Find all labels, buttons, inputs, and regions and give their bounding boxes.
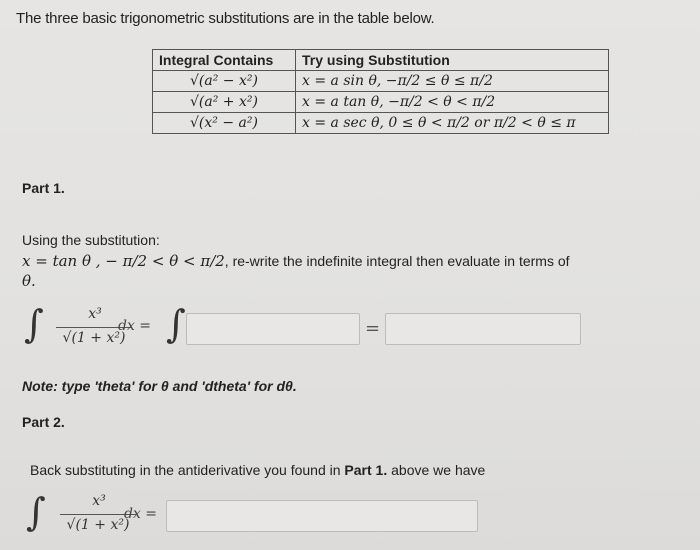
substitution-table <box>152 49 609 134</box>
integrand-numerator: x³ <box>88 306 102 322</box>
part2-text-after: above we have <box>387 462 486 478</box>
part2-text-before: Back substituting in the antiderivative you found in <box>30 462 345 478</box>
integral-sign: ∫ <box>26 490 46 534</box>
dx-equals: dx = <box>124 506 158 522</box>
part2-title: Part 2. <box>22 414 65 430</box>
table-cell-substitution: x = a tan θ, −π/2 < θ < π/2 <box>296 92 609 113</box>
table-cell-substitution: x = a sec θ, 0 ≤ θ < π/2 or π/2 < θ ≤ π <box>296 113 609 134</box>
antiderivative-input-theta[interactable] <box>186 313 360 345</box>
integrand-denominator: √(1 + x²) <box>66 517 130 533</box>
part1-title: Part 1. <box>22 180 65 196</box>
table-row <box>153 71 609 92</box>
part1-instruction: , re-write the indefinite integral then evaluate in terms of <box>224 253 570 269</box>
table-cell-contains: √(x² − a²) <box>153 113 296 134</box>
intro-text: The three basic trigonometric substitutions are in the table below. <box>16 10 435 27</box>
integrand-denominator: √(1 + x²) <box>62 330 126 346</box>
table-cell-substitution: x = a sin θ, −π/2 ≤ θ ≤ π/2 <box>296 71 609 92</box>
part1-instruction-line <box>22 252 570 271</box>
table-header-substitution: Try using Substitution <box>296 50 609 71</box>
table-row <box>153 113 609 134</box>
integral-sign: ∫ <box>166 302 186 346</box>
note-text: Note: type 'theta' for θ and 'dtheta' for dθ. <box>22 378 297 394</box>
integrand-numerator: x³ <box>92 493 106 509</box>
theta-label: θ. <box>22 272 36 290</box>
part2-instruction <box>30 462 485 478</box>
back-substituted-input[interactable] <box>166 500 478 532</box>
integral-sign: ∫ <box>24 302 44 346</box>
equals-sign: = <box>365 318 381 339</box>
part1-using-label: Using the substitution: <box>22 232 160 248</box>
table-cell-contains: √(a² + x²) <box>153 92 296 113</box>
table-cell-contains: √(a² − x²) <box>153 71 296 92</box>
part2-text-bold: Part 1. <box>344 462 388 478</box>
substitution-math: x = tan θ , − π/2 < θ < π/2 <box>22 252 225 270</box>
table-header-contains: Integral Contains <box>153 50 296 71</box>
table-row <box>153 92 609 113</box>
dx-equals: dx = <box>118 318 152 334</box>
evaluated-result-input[interactable] <box>385 313 581 345</box>
